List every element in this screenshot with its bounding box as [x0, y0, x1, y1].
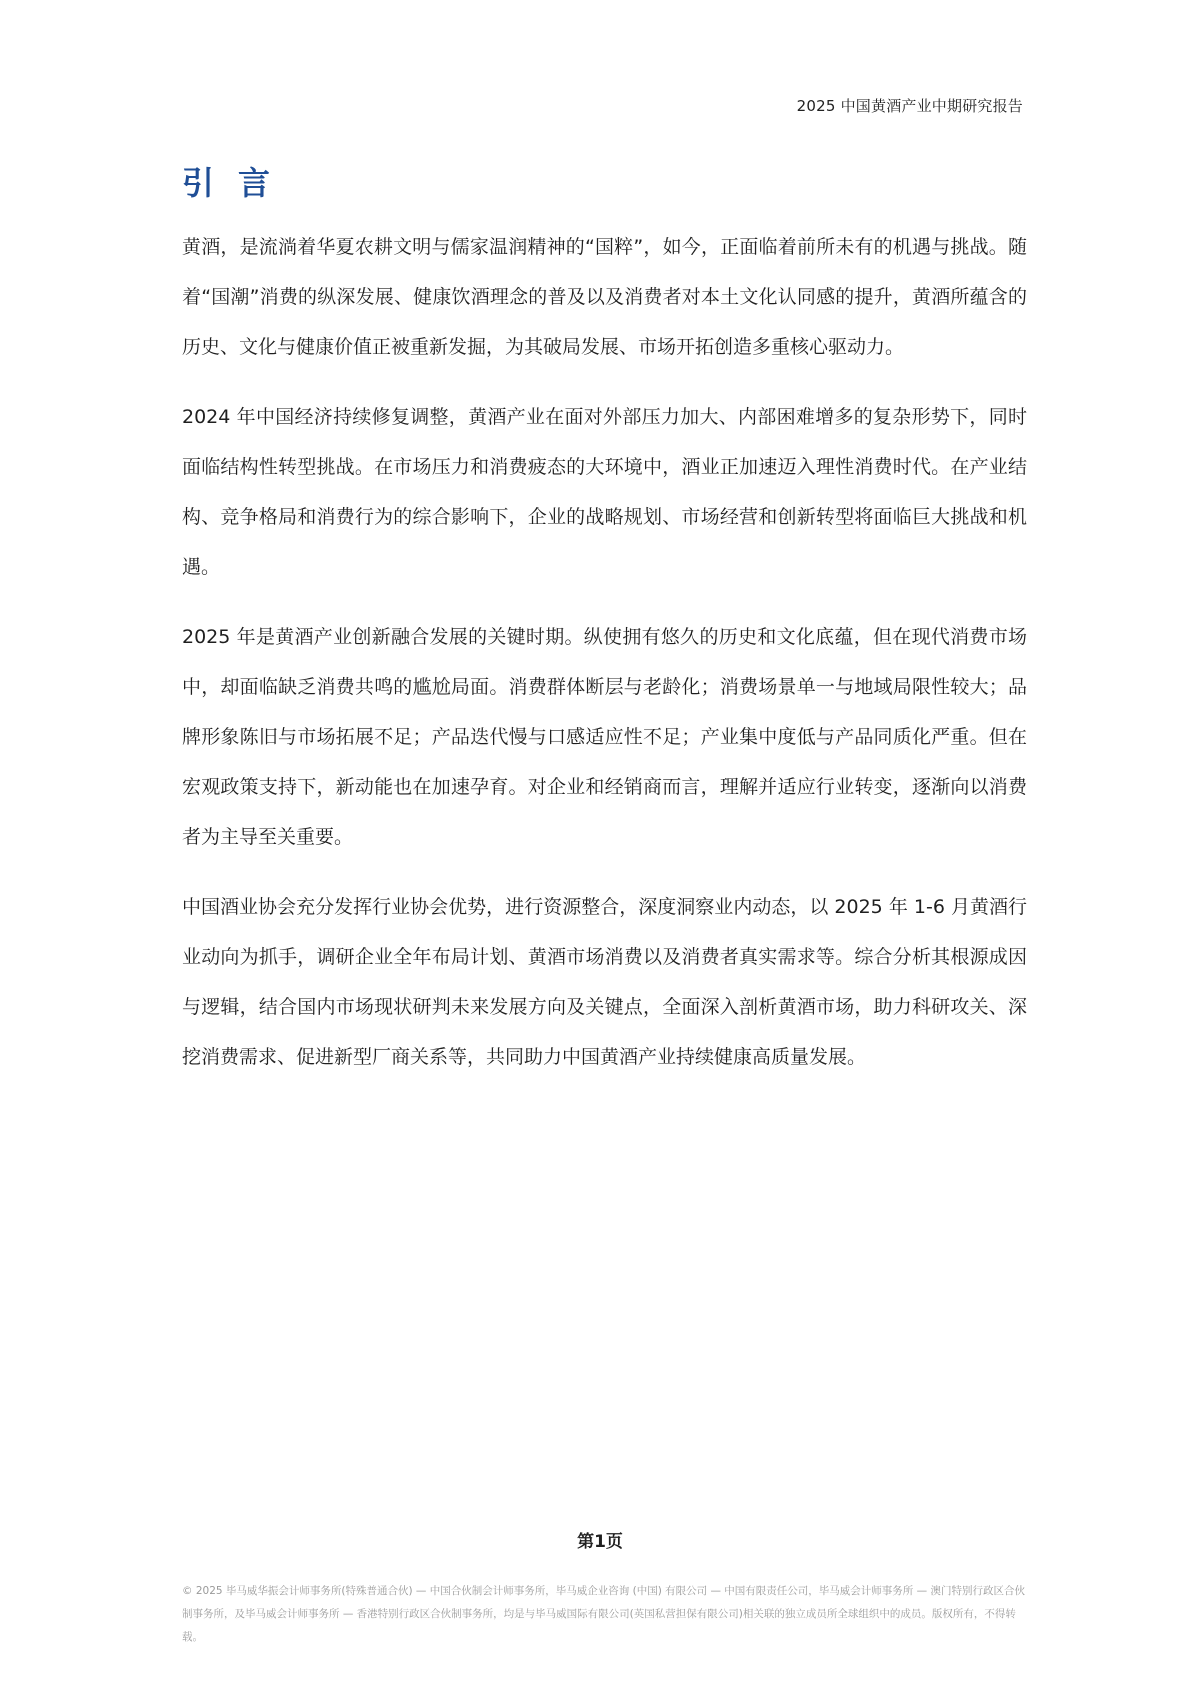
body-content — [182, 222, 1027, 1102]
paragraph-3: 2025 年是黄酒产业创新融合发展的关键时期。纵使拥有悠久的历史和文化底蕴，但在现代消费市场中，却面临缺乏消费共鸣的尴尬局面。消费群体断层与老龄化；消费场景单一与地域局限性较大；品牌形象陈旧与市场拓展不足；产品迭代慢与口感适应性不足；产业集中度低与产品同质化严重。但在宏观政策支持下，新动能也在加速孕育。对企业和经销商而言，理解并适应行业转变，逐渐向以消费者为主导至关重要。 — [182, 626, 1027, 848]
report-header-title: 2025 中国黄酒产业中期研究报告 — [796, 97, 1023, 115]
paragraph-4: 中国酒业协会充分发挥行业协会优势，进行资源整合，深度洞察业内动态，以 2025 年 1-6 月黄酒行业动向为抓手，调研企业全年布局计划、黄酒市场消费以及消费者真实需求等。综合分析其根源成因与逻辑，结合国内市场现状研判未来发展方向及关键点，全面深入剖析黄酒市场，助力科研攻关、深挖消费需求、促进新型厂商关系等，共同助力中国黄酒产业持续健康高质量发展。 — [182, 896, 1028, 1068]
page-number: 第1页 — [577, 1532, 623, 1552]
paragraph-2: 2024 年中国经济持续修复调整，黄酒产业在面对外部压力加大、内部困难增多的复杂形势下，同时面临结构性转型挑战。在市场压力和消费疲态的大环境中，酒业正加速迈入理性消费时代。在产业结构、竞争格局和消费行为的综合影响下，企业的战略规划、市场经营和创新转型将面临巨大挑战和机遇。 — [182, 406, 1027, 578]
paragraph-1: 黄酒，是流淌着华夏农耕文明与儒家温润精神的“国粹”，如今，正面临着前所未有的机遇与挑战。随着“国潮”消费的纵深发展、健康饮酒理念的普及以及消费者对本土文化认同感的提升，黄酒所蕴含的历史、文化与健康价值正被重新发掘，为其破局发展、市场开拓创造多重核心驱动力。 — [182, 236, 1027, 358]
copyright-footer: © 2025 毕马威华振会计师事务所(特殊普通合伙) — 中国合伙制会计师事务所，毕马威企业咨询 (中国) 有限公司 — 中国有限责任公司，毕马威会计师事务所 — 澳门特别行政区合伙制事务所，及毕马威会计师事务所 — 香港特别行政区合伙制事务所，均是与毕马威国际有限公司(英国私营担保有限公司)相关联的独立成员所全球组织中的成员。版权所有，不得转载。 — [182, 1585, 1025, 1643]
section-title: 引言 — [182, 164, 295, 202]
